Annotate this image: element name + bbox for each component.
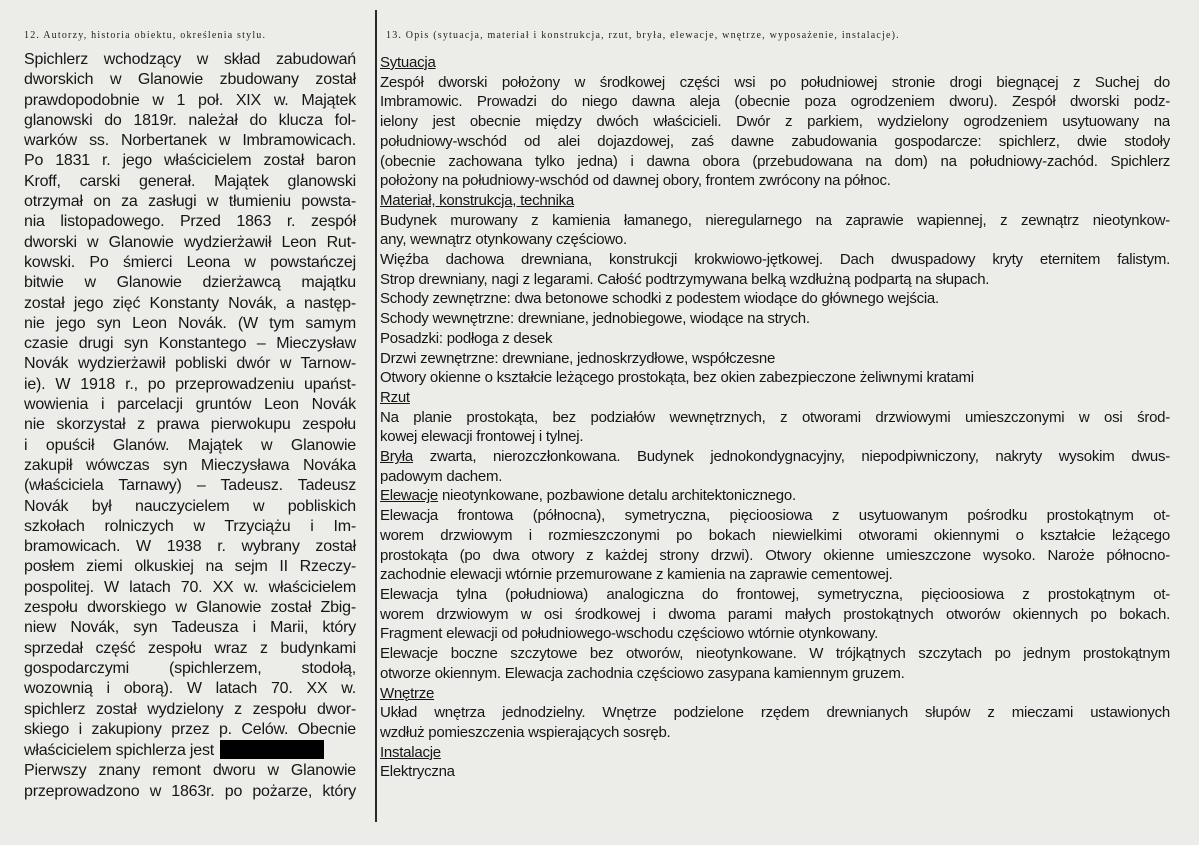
desc-line: any, wewnątrz otynkowany częściowo.: [380, 231, 627, 249]
desc-line: Drzwi zewnętrzne: drewniane, jednoskrzydłowe, współczesne: [380, 349, 776, 367]
section-rzut-label: Rzut: [380, 388, 410, 406]
desc-line: zachodnie elewacji wtórnie przemurowane z kamienia na zaprawie cementowej.: [380, 566, 893, 584]
desc-line: (obecnie zachowana tylko jedna) i dawna obora (przebudowana na dom) na południowy-zachód. Spichlerz: [380, 152, 1170, 170]
desc-line: Układ wnętrza jednodzielny. Wnętrze podzielone rzędem drewnianych słupów z mieczami ustawionych: [380, 704, 1170, 722]
section-elewacje-label: Elewacje: [380, 487, 439, 505]
desc-line: worem drzwiowym i rozmieszczonymi po bokach niewielkimi otworami okiennymi o kształcie leżącego: [380, 526, 1170, 544]
section-instalacje-label: Instalacje: [380, 743, 441, 761]
history-line: czasie drugi syn Konstantego – Mieczysław: [24, 335, 356, 353]
desc-line: ielony jest obecnie między dwóch właścicieli. Dwór z parkiem, wydzielony ogrodzeniem usytuowany na: [380, 113, 1170, 131]
desc-line-elewacje: [380, 486, 1170, 506]
column-divider: [375, 10, 377, 822]
history-line: pospolitej. W latach 70. XX w. właścicielem: [24, 578, 356, 596]
description-text: [380, 53, 1170, 782]
bryla-text: zwarta, nierozczłonkowana. Budynek jednokondygnacyjny, niepodpiwniczony, nakryty wysokim dwus-: [412, 448, 1170, 466]
desc-line: Strop drewniany, nagi z legarami. Całość podtrzymywana belką wzdłużną podpartą na słupach.: [380, 270, 990, 288]
history-line-owner: [24, 740, 356, 761]
history-line: został jego zięć Konstanty Novák, a następ-: [24, 294, 356, 312]
history-line: wozownią i oborą). W latach 70. XX w.: [24, 680, 356, 698]
history-line: zakupił wówczas syn Mieczysława Nováka: [24, 456, 356, 474]
history-line: skiego i zakupiony przez p. Celów. Obecnie: [24, 720, 356, 738]
history-line: dworski w Glanowie wydzierżawił Leon Rut-: [24, 233, 356, 251]
history-line: Pierwszy znany remont dworu w Glanowie: [24, 762, 356, 780]
desc-line: Imbramowic. Prowadzi do niego dawna aleja (obecnie poza ogrodzeniem dworu). Zespół dworski podz-: [380, 93, 1170, 111]
section-13-heading: 13. Opis (sytuacja, materiał i konstrukcja, rzut, bryła, elewacje, wnętrze, wyposażenie, instalacje).: [386, 30, 900, 41]
owner-label: właścicielem spichlerza jest: [24, 742, 215, 760]
elewacje-text: nieotynkowane, pozbawione detalu architektonicznego.: [438, 487, 796, 505]
history-line: Spichlerz wchodzący w skład zabudowań: [24, 51, 356, 68]
history-line: otrzymał on za zasługi w tłumieniu powsta-: [24, 193, 356, 211]
section-material-label: Materiał, konstrukcja, technika: [380, 191, 575, 209]
history-line: bitwie w Glanowie dzierżawcą majątku: [24, 274, 356, 292]
section-wnetrze-label: Wnętrze: [380, 684, 435, 702]
desc-line: południowy-wschód od alei dojazdowej, zaś dawne zabudowania gospodarcze: spichlerz, dwie stodoły: [380, 132, 1170, 150]
history-line: Kroff, carski generał. Majątek glanowski: [24, 172, 356, 190]
history-line: Novák był nauczycielem w pobliskich: [24, 497, 356, 515]
desc-line: Elewacje boczne szczytowe bez otworów, nieotynkowane. W trójkątnych szczytach po jednym prostokątnym: [380, 645, 1170, 663]
desc-line: prostokąta (po dwa otwory z każdej strony drzwi). Otwory okienne umieszczone wysoko. Naroże północno-: [380, 546, 1170, 564]
history-line: i opuścił Glanów. Majątek w Glanowie: [24, 436, 356, 454]
desc-line: Fragment elewacji od południowego-wschodu częściowo wtórnie otynkowany.: [380, 625, 879, 643]
desc-line: worem drzwiowym w osi środkowej i dwoma parami małych prostokątnych otworów okiennych po bokach.: [380, 605, 1170, 623]
desc-line: kowej elewacji frontowej i tylnej.: [380, 428, 584, 446]
history-line: nia listopadowego. Przed 1863 r. zespół: [24, 213, 356, 231]
desc-line: Schody wewnętrzne: drewniane, jednobiegowe, wiodące na strych.: [380, 310, 810, 328]
history-line: nie jego syn Leon Novák. (W tym samym: [24, 314, 356, 332]
history-line: niew Novák, syn Tadeusza i Marii, który: [24, 619, 356, 637]
desc-line: Na planie prostokąta, bez podziałów wewnętrznych, z otworami drzwiowymi umieszczonymi w osi środ-: [380, 408, 1170, 426]
desc-line: Otwory okienne o kształcie leżącego prostokąta, bez okien zabezpieczone żeliwnymi kratami: [380, 369, 974, 387]
section-12-heading: 12. Autorzy, historia obiektu, określenia stylu.: [24, 30, 267, 41]
history-line: warków ss. Norbertanek w Imbramowicach.: [24, 132, 356, 150]
desc-line: otworze okiennym. Elewacja zachodnia częściowo zasypana kamiennym gruzem.: [380, 664, 905, 682]
history-line: bramowicach. W 1938 r. wybrany został: [24, 538, 356, 556]
redaction-block: [220, 740, 324, 759]
history-line: prawdopodobnie w 1 poł. XIX w. Majątek: [24, 91, 356, 109]
section-sytuacja-label: Sytuacja: [380, 54, 436, 71]
history-line: dworskich w Glanowie zbudowany został: [24, 71, 356, 89]
history-line: wowienia i parcelacji gruntów Leon Novák: [24, 396, 356, 414]
desc-line: Budynek murowany z kamienia łamanego, nieregularnego na zaprawie wapiennej, z zewnątrz nieotynkow-: [380, 211, 1170, 229]
history-line: gospodarczymi (spichlerzem, stodołą,: [24, 659, 356, 677]
desc-line: Schody zewnętrzne: dwa betonowe schodki z podestem wiodące do głównego wejścia.: [380, 290, 939, 308]
history-line: ie). W 1918 r., po przeprowadzeniu upańst-: [24, 375, 356, 393]
history-line: spichlerz został wydzielony z zespołu dwor-: [24, 700, 356, 718]
desc-line: Elewacja tylna (południowa) analogiczna do frontowej, symetryczna, pięcioosiowa z prostokątnym ot-: [380, 585, 1170, 603]
desc-line-bryla: [380, 447, 1170, 467]
desc-line: Zespół dworski położony w środkowej części wsi po południowej stronie drogi biegnącej z Suchej do: [380, 73, 1170, 91]
desc-line: Więźba dachowa drewniana, konstrukcji krokwiowo-jętkowej. Dach dwuspadowy kryty eternitem falistym.: [380, 251, 1170, 269]
history-line: glanowski do 1819r. należał do klucza fol-: [24, 111, 356, 129]
history-text: [24, 50, 356, 802]
history-line: sprzedał część zespołu wraz z budynkami: [24, 639, 356, 657]
history-line: posłem ziemi olkuskiej na sejm II Rzeczy-: [24, 558, 356, 576]
desc-line: położony na południowy-wschód od dawnej obory, frontem zwrócony na północ.: [380, 172, 891, 190]
section-bryla-label: Bryła: [380, 448, 413, 466]
history-line: zespołu dworskiego w Glanowie został Zbig-: [24, 599, 356, 617]
history-line: nie skorzystał z prawa pierwokupu zespołu: [24, 416, 356, 434]
history-line: przeprowadzono w 1863r. po pożarze, który: [24, 782, 356, 800]
desc-line: Elektryczna: [380, 763, 455, 781]
history-line: Po 1831 r. jego właścicielem został baron: [24, 152, 356, 170]
history-line: (właściciela Tarnawy) – Tadeusz. Tadeusz: [24, 477, 356, 495]
history-line: szkołach rolniczych w Trzyciążu i Im-: [24, 517, 356, 535]
history-line: Novák wydzierżawił pobliski dwór w Tarnow-: [24, 355, 356, 373]
desc-line: wzdłuż pomieszczenia wspierających sosręb.: [380, 723, 671, 741]
desc-line: Posadzki: podłoga z desek: [380, 329, 553, 347]
desc-line: Elewacja frontowa (północna), symetryczna, pięcioosiowa z usytuowanym pośrodku prostokątnym ot-: [380, 507, 1170, 525]
desc-line: padowym dachem.: [380, 467, 503, 485]
history-line: kowski. Po śmierci Leona w powstańczej: [24, 253, 356, 271]
